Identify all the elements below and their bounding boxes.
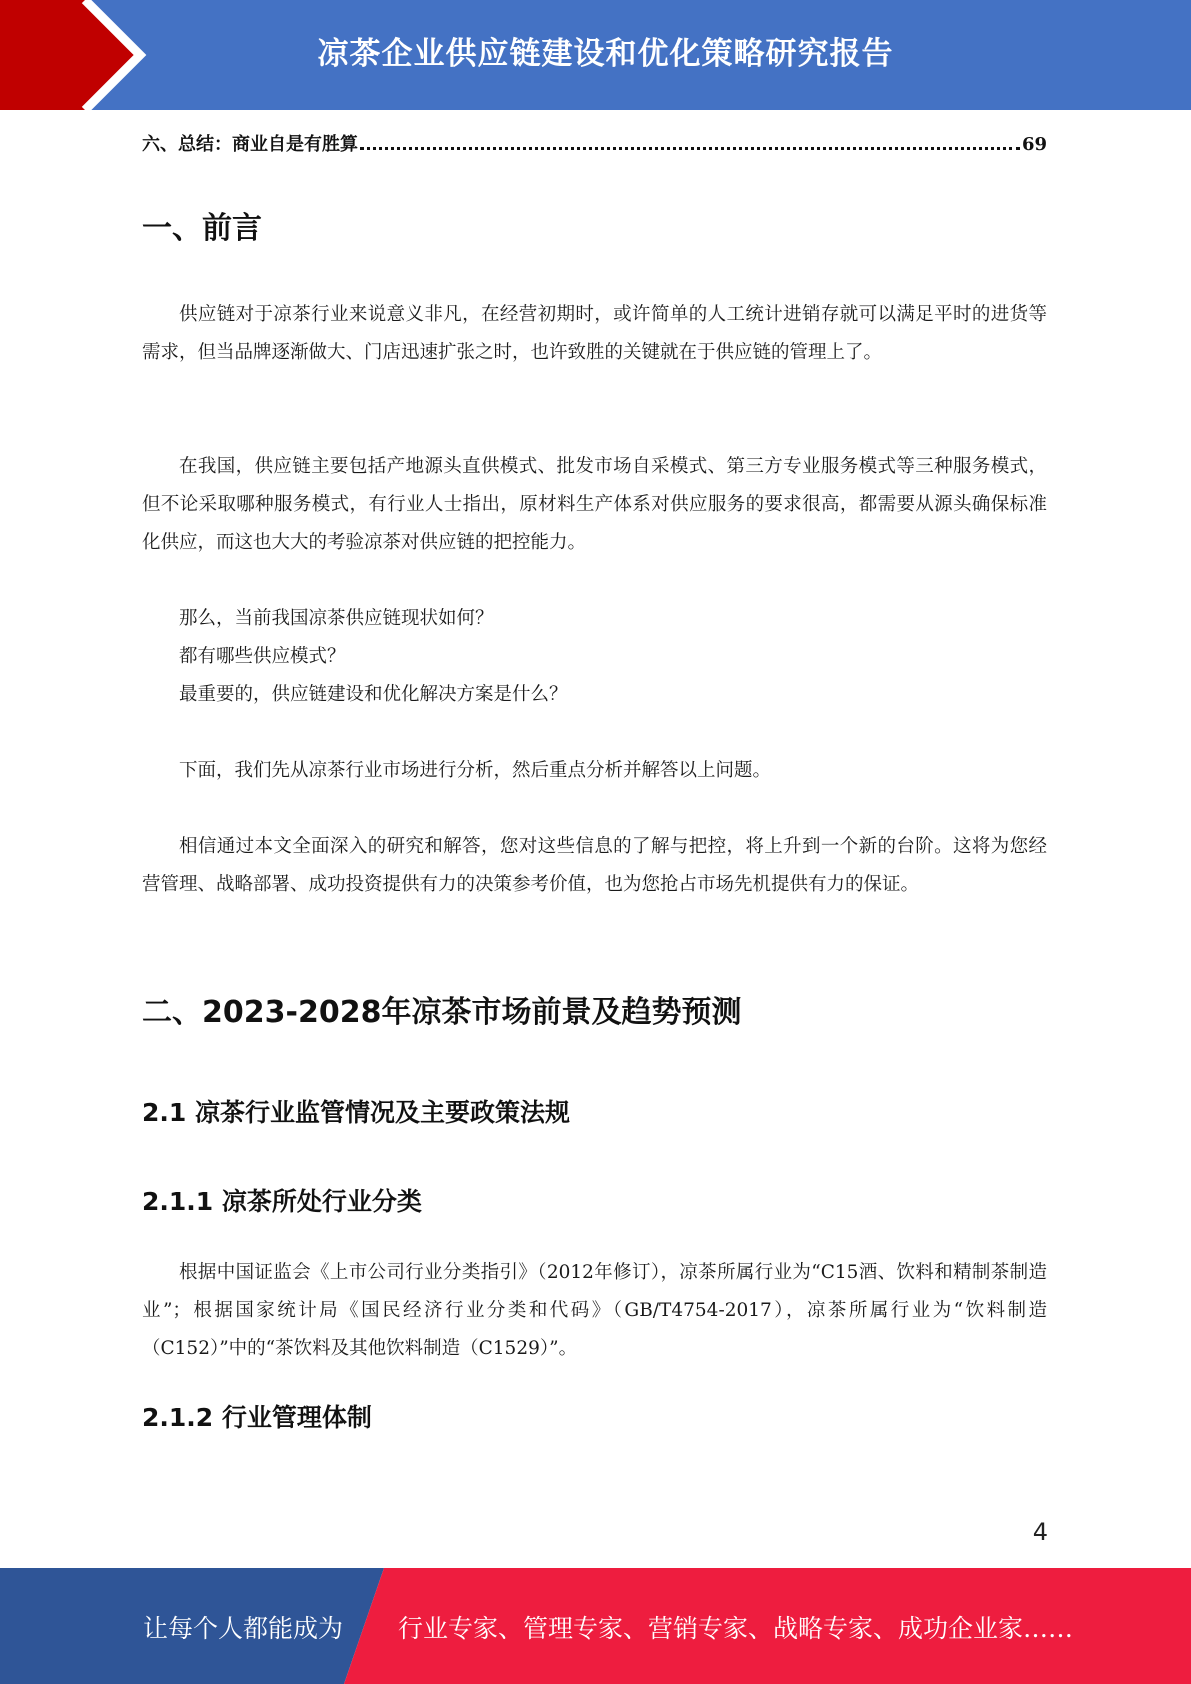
question-item: 最重要的，供应链建设和优化解决方案是什么？ [179,684,568,705]
header-banner [0,0,1191,110]
section-heading-preface: 一、前言 [142,211,262,246]
page-number: 4 [1032,1518,1048,1546]
toc-entry-label: 六、总结：商业自是有胜算 [142,134,358,155]
paragraph: 根据中国证监会《上市公司行业分类指引》（2012年修订），凉茶所属行业为“C15酒、饮料和精制茶制造业”；根据国家统计局《国民经济行业分类和代码》（GB/T4754-2017），凉茶所属行业为“饮料制造（C152）”中的“茶饮料及其他饮料制造（C1529）”。 [142,1262,1047,1359]
section-heading-forecast: 二、2023-2028年凉茶市场前景及趋势预测 [142,995,742,1030]
subsection-heading: 2.1 凉茶行业监管情况及主要政策法规 [142,1098,570,1127]
document-title: 凉茶企业供应链建设和优化策略研究报告 [317,36,894,72]
footer-slogan-left: 让每个人都能成为 [143,1614,344,1643]
footer-banner [0,1568,1191,1684]
toc-leader-dots [360,147,1020,150]
paragraph: 相信通过本文全面深入的研究和解答，您对这些信息的了解与把控，将上升到一个新的台阶。这将为您经营管理、战略部署、成功投资提供有力的决策参考价值，也为您抢占市场先机提供有力的保证。 [142,836,1047,895]
paragraph: 在我国，供应链主要包括产地源头直供模式、批发市场自采模式、第三方专业服务模式等三种服务模式，但不论采取哪种服务模式，有行业人士指出，原材料生产体系对供应服务的要求很高，都需要从源头确保标准化供应，而这也大大的考验凉茶对供应链的把控能力。 [142,456,1047,553]
paragraph: 下面，我们先从凉茶行业市场进行分析，然后重点分析并解答以上问题。 [179,760,772,781]
question-list [142,600,1047,714]
toc-entry-page: 69 [1021,134,1047,155]
toc-entry[interactable] [142,130,1047,156]
footer-slogan-right: 行业专家、管理专家、营销专家、战略专家、成功企业家…… [398,1614,1074,1643]
paragraph: 供应链对于凉茶行业来说意义非凡，在经营初期时，或许简单的人工统计进销存就可以满足平时的进货等需求，但当品牌逐渐做大、门店迅速扩张之时，也许致胜的关键就在于供应链的管理上了。 [142,304,1047,363]
question-item: 那么，当前我国凉茶供应链现状如何？ [179,608,494,629]
subsubsection-heading: 2.1.1 凉茶所处行业分类 [142,1187,422,1216]
subsubsection-heading: 2.1.2 行业管理体制 [142,1403,372,1432]
question-item: 都有哪些供应模式？ [179,646,346,667]
